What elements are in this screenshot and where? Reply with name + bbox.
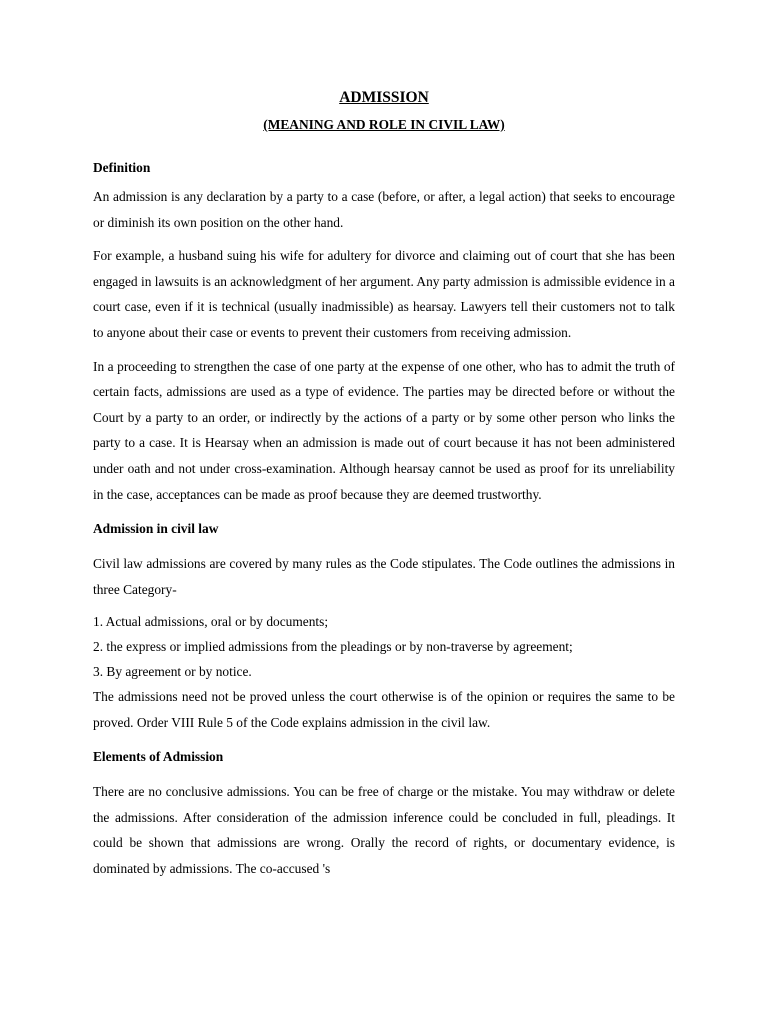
civil-law-paragraph-2: The admissions need not be proved unless the court otherwise is of the opinion or requires the same to be proved. Order VIII Rule 5 of the Code explains admission in the civil law. [93, 689, 675, 730]
definition-paragraph-1: An admission is any declaration by a party to a case (before, or after, a legal action) that seeks to encourage or diminish its own position on the other hand. [93, 189, 675, 230]
list-item: 2. the express or implied admissions from the pleadings or by non-traverse by agreement; [93, 638, 573, 654]
elements-paragraph-1: There are no conclusive admissions. You can be free of charge or the mistake. You may withdraw or delete the admissions. After consideration of the admission inference could be concluded in full, pleadings. It could be shown that admissions are wrong. Orally the record of rights, or documentary evidence, is dominated by admissions. The co-accused 's [93, 784, 675, 877]
list-item: 3. By agreement or by notice. [93, 663, 252, 679]
definition-paragraph-2: For example, a husband suing his wife for adultery for divorce and claiming out of court that she has been engaged in lawsuits is an acknowledgment of her argument. Any party admission is admissible evidence in a court case, even if it is technical (usually inadmissible) as hearsay. Lawyers tell their customers not to talk to anyone about their case or events to prevent their customers from receiving admission. [93, 248, 675, 340]
civil-law-paragraph-1: Civil law admissions are covered by many rules as the Code stipulates. The Code outlines the admissions in three Category- [93, 556, 675, 597]
section-heading-definition: Definition [93, 160, 151, 175]
section-heading-elements: Elements of Admission [93, 749, 224, 765]
section-heading-civil-law: Admission in civil law [93, 521, 219, 537]
document-title: ADMISSION [339, 89, 429, 106]
document-subtitle: (MEANING AND ROLE IN CIVIL LAW) [263, 117, 505, 132]
definition-paragraph-3: In a proceeding to strengthen the case of one party at the expense of one other, who has to admit the truth of certain facts, admissions are used as a type of evidence. The parties may be directed before or without the Court by a party to an order, or indirectly by the actions of a party or by some other person who links the party to a case. It is Hearsay when an admission is made out of court because it has not been administered under oath and not under cross-examination. Although hearsay cannot be used as proof for its unreliability in the case, acceptances can be made as proof because they are deemed trustworthy. [93, 358, 675, 502]
document-body [93, 86, 675, 882]
list-item: 1. Actual admissions, oral or by documents; [93, 614, 329, 630]
